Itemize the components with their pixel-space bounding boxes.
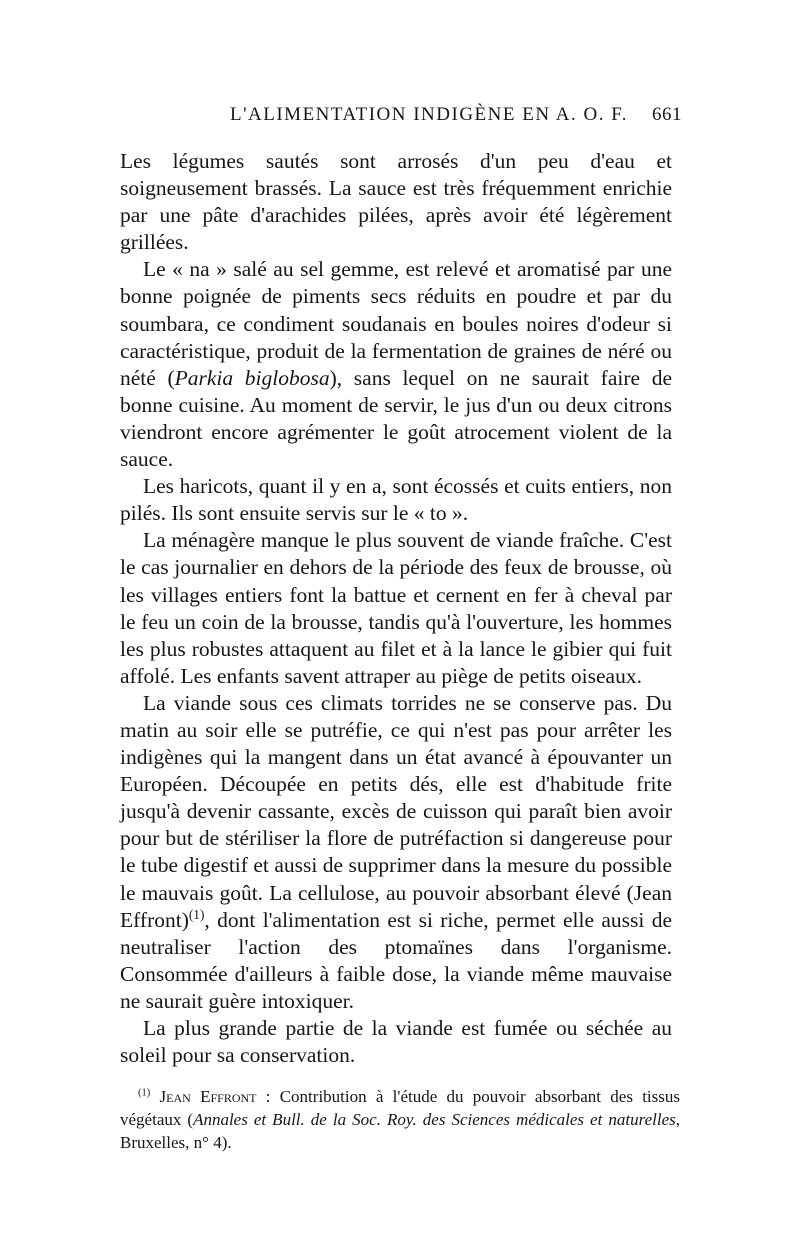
paragraph-meat-preservation	[120, 690, 672, 1015]
running-title: L'ALIMENTATION INDIGÈNE EN A. O. F.	[230, 104, 628, 125]
paragraph-beans-text: Les haricots, quant il y en a, sont écossés et cuits entiers, non pilés. Ils sont ensuite servis sur le « to ».	[120, 474, 672, 526]
body-text	[120, 148, 672, 1069]
footnote-reference: (1)	[188, 906, 205, 922]
paragraph-fresh-meat	[120, 527, 672, 690]
footnote	[120, 1085, 680, 1154]
paragraph-beans	[120, 473, 672, 527]
paragraph-na-sauce	[120, 256, 672, 473]
paragraph-na-sauce-text-a: Le « na » salé au sel gemme, est relevé et aromatisé par une bonne poignée de piments secs réduits en poudre et par du soumbara, ce condiment soudanais en boules noires d'odeur si caractéristique, produit de la fermentation de graines de néré ou nété (	[120, 257, 672, 390]
footnote-marker: (1)	[138, 1087, 151, 1099]
footnote-text-a: : Contribution à l'étude du pouvoir absorbant des tissus végétaux (	[120, 1087, 680, 1129]
footnote-journal-italic: Annales et Bull. de la Soc. Roy. des Sciences médicales et naturelles	[193, 1110, 676, 1129]
footnote-author: Jean Effront	[159, 1087, 257, 1106]
paragraph-meat-text-a: La viande sous ces climats torrides ne se conserve pas. Du matin au soir elle se putréfie, ce qui n'est pas pour arrêter les indigènes qui la mangent dans un état avancé à épouvanter un Européen. Découpée en petits dés, elle est d'habitude frite jusqu'à devenir cassante, excès de cuisson qui paraît bien avoir pour but de stériliser la flore de putréfaction si dangereuse pour le tube digestif et aussi de supprimer dans la mesure du possible le mauvais goût. La cellulose, au pouvoir absorbant élevé (Jean Effront)	[120, 690, 672, 932]
running-head	[230, 100, 682, 130]
paragraph-smoked-meat-text: La plus grande partie de la viande est fumée ou séchée au soleil pour sa conservation.	[120, 1016, 672, 1068]
paragraph-smoked-meat	[120, 1015, 672, 1069]
paragraph-meat-text-b: , dont l'alimentation est si riche, permet elle aussi de neutraliser l'action des ptomaïnes dans l'organisme. Consommée d'ailleurs à faible dose, la viande même mauvaise ne saurait guère intoxiquer.	[120, 907, 672, 1013]
footnote-text-b: , Bruxelles, n° 4).	[120, 1110, 680, 1152]
paragraph-fresh-meat-text: La ménagère manque le plus souvent de viande fraîche. C'est le cas journalier en dehors de la période des feux de brousse, où les villages entiers font la battue et cernent en fer à cheval par le feu un coin de la brousse, tandis qu'à l'ouverture, les hommes les plus robustes attaquent au filet et à la lance le gibier qui fuit affolé. Les enfants savent attraper au piège de petits oiseaux.	[120, 528, 672, 688]
parkia-biglobosa-italic: Parkia biglobosa	[174, 365, 330, 390]
paragraph-vegetables-text: Les légumes sautés sont arrosés d'un peu d'eau et soigneusement brassés. La sauce est très fréquemment enrichie par une pâte d'arachides pilées, après avoir été légèrement grillées.	[120, 149, 672, 255]
paragraph-vegetables	[120, 148, 672, 256]
paragraph-na-sauce-text-b: ), sans lequel on ne saurait faire de bonne cuisine. Au moment de servir, le jus d'un ou deux citrons viendront encore agrémenter le goût atrocement violent de la sauce.	[120, 365, 672, 472]
page-number: 661	[652, 104, 682, 125]
